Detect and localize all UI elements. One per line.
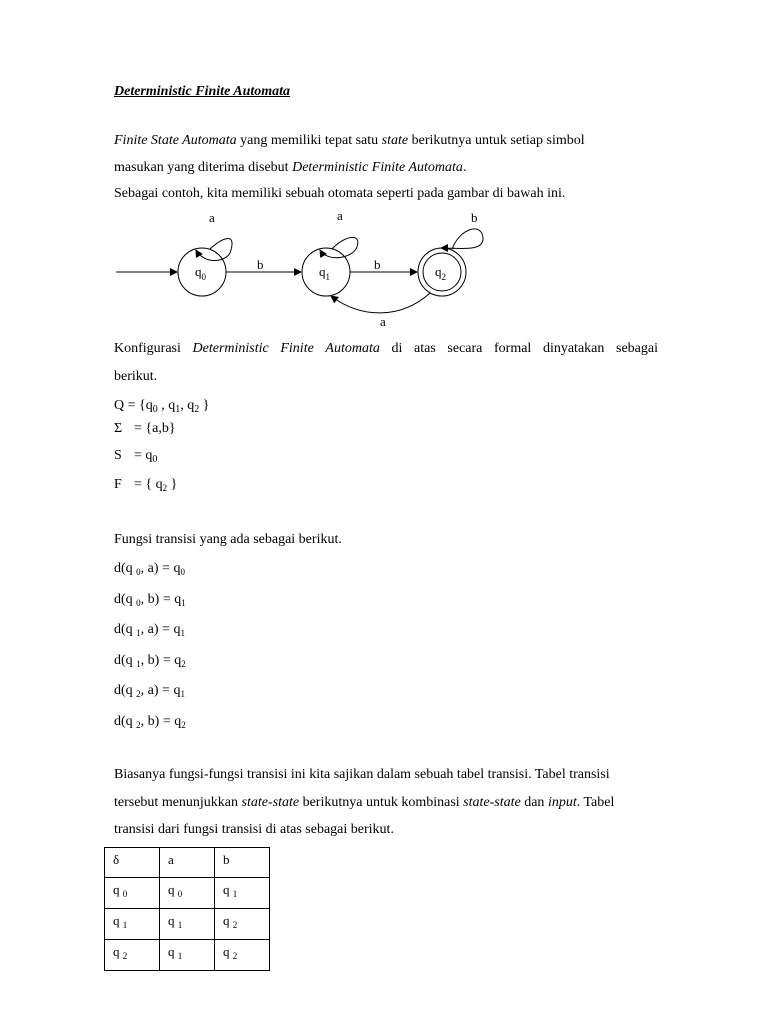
header-cell: b	[215, 848, 270, 878]
transition-item: d(q $_1$, $b) = q_2$	[114, 653, 186, 669]
header-cell: a	[160, 848, 215, 878]
edge-q2-q1-label: a	[380, 314, 386, 329]
loop-q2-label: b	[471, 210, 478, 225]
table-cell: q $_0$	[160, 878, 215, 909]
state-q0-label: $q_0$	[195, 264, 206, 282]
formal-sigma: Σ = {a,b}	[114, 421, 176, 436]
table-row	[105, 909, 270, 940]
formal-Q: $Q = \{q_0$ , $q_1$, $q_2$ }	[114, 398, 210, 415]
intro-line-2: masukan yang diterima disebut Deterministic Finite Automata.	[114, 160, 467, 175]
transition-item: d(q $_0$, $a) = q_0$	[114, 561, 185, 577]
state-q1-label: $q_1$	[319, 264, 330, 282]
table-row	[105, 940, 270, 971]
loop-q2	[441, 229, 483, 249]
loop-q0-label: a	[209, 210, 215, 225]
transition-item: d(q $_0$, $b) = q_1$	[114, 592, 186, 608]
loop-q1-label: a	[337, 208, 343, 223]
loop-q0	[196, 239, 232, 261]
intro-line-1: Finite State Automata yang memiliki tepat satu state berikutnya untuk setiap simbol	[114, 133, 585, 148]
table-cell: q $_1$	[105, 909, 160, 940]
table-header-row	[105, 848, 270, 878]
header-cell: δ	[105, 848, 160, 878]
edge-q1-q2-label: b	[374, 257, 381, 272]
edge-q2-q1	[331, 293, 430, 313]
table-cell: q $_2$	[215, 940, 270, 971]
table-cell: q $_1$	[160, 909, 215, 940]
table-cell: q $_1$	[215, 878, 270, 909]
intro-line-3: Sebagai contoh, kita memiliki sebuah otomata seperti pada gambar di bawah ini.	[114, 186, 566, 201]
formal-S: $S = q_0$	[114, 448, 158, 465]
table-cell: q $_2$	[215, 909, 270, 940]
formal-F: F = { $q_2$ }	[114, 477, 178, 493]
state-q2-label: $q_2$	[435, 264, 446, 282]
transition-item: d(q $_2$, $b) = q_2$	[114, 714, 186, 730]
transition-table	[104, 847, 270, 971]
page-title: Deterministic Finite Automata	[114, 84, 291, 99]
transitions-intro: Fungsi transisi yang ada sebagai berikut.	[114, 532, 342, 547]
table-intro-line-2: tersebut menunjukkan state-state berikutnya untuk kombinasi state-state dan input. Tabel	[114, 795, 615, 810]
transition-item: d(q $_2$, $a) = q_1$	[114, 683, 185, 699]
table-intro-line-3: transisi dari fungsi transisi di atas sebagai berikut.	[114, 822, 394, 837]
table-intro-line-1: Biasanya fungsi-fungsi transisi ini kita sajikan dalam sebuah tabel transisi. Tabel transisi	[114, 767, 610, 782]
config-line-1: Konfigurasi Deterministic Finite Automata di atas secara formal dinyatakan sebagai	[114, 341, 658, 356]
transition-item: d(q $_1$, $a) = q_1$	[114, 622, 185, 638]
table-cell: q $_1$	[160, 940, 215, 971]
config-line-2: berikut.	[114, 369, 158, 384]
table-cell: q $_2$	[105, 940, 160, 971]
table-row	[105, 878, 270, 909]
edge-q0-q1-label: b	[257, 257, 264, 272]
table-cell: q $_0$	[105, 878, 160, 909]
